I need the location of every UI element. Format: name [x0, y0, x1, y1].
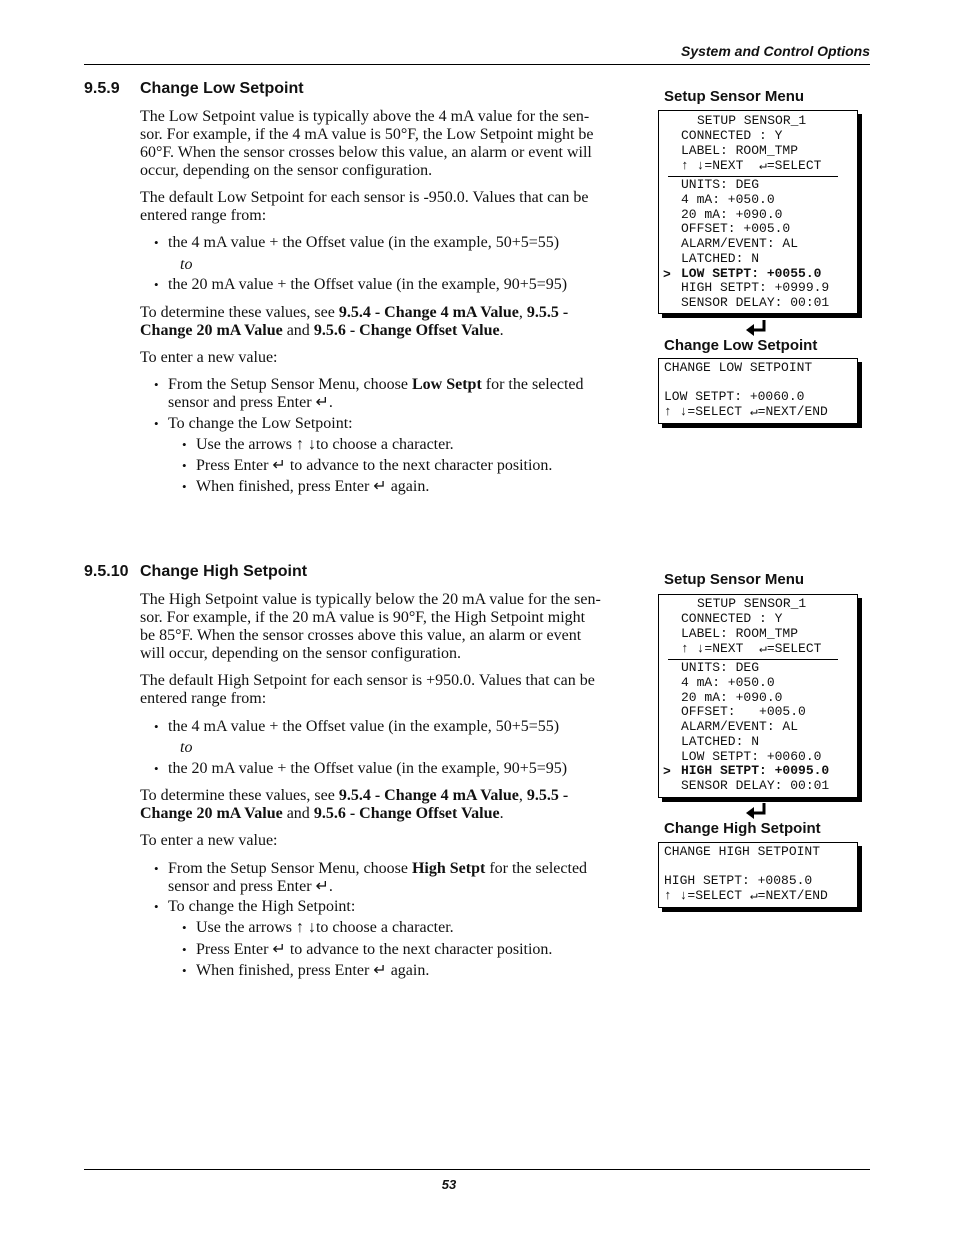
range-to-label: to [180, 256, 193, 273]
low-default-paragraph: The default Low Setpoint for each sensor is -950.0. Values that can be entered range from: [140, 189, 589, 224]
xref-link[interactable]: 9.5.4 - Change 4 mA Value [338, 787, 519, 804]
list-item: • the 4 mA value + the Offset value (in the example, 50+5=55) [154, 718, 560, 735]
footer-rule [84, 1169, 870, 1170]
figure-caption: Change Low Setpoint [664, 337, 818, 354]
list-item: • When finished, press Enter ↵ again. [182, 478, 430, 495]
lcd-change-low-setpoint: CHANGE LOW SETPOINT LOW SETPT: +0060.0 ↑ ↓=SELECT ↵=NEXT/END [658, 358, 858, 424]
list-item: • From the Setup Sensor Menu, choose High Setpt for the selected sensor and press Enter ↵. [154, 860, 588, 895]
section-heading-low-setpoint [84, 80, 304, 98]
range-to-label: to [180, 739, 193, 756]
list-item: • Use the arrows ↑ ↓to choose a character. [182, 919, 454, 936]
xref-link[interactable]: 9.5.6 - Change Offset Value [313, 322, 500, 339]
list-item: • From the Setup Sensor Menu, choose Low Setpt for the selected sensor and press Enter ↵. [154, 376, 584, 411]
section-title: Change Low Setpoint [140, 80, 304, 97]
xref-link[interactable]: 9.5.5 - [526, 304, 569, 321]
figure-caption: Change High Setpoint [664, 820, 821, 837]
list-item: • the 20 mA value + the Offset value (in the example, 90+5=95) [154, 276, 568, 293]
lcd-setup-sensor-menu: SETUP SENSOR_1 CONNECTED : Y LABEL: ROOM_TMP ↑ ↓=NEXT ↵=SELECT UNITS: DEG 4 mA: +050.0 20 mA: +090.0 OFFSET: +005.0 ALARM/EVENT: AL LATCHED: N LOW SETPT: +0060.0 > HIGH SETPT: +0095.0 SENSOR DELAY: 00:01 [658, 594, 858, 798]
high-enter-paragraph: To enter a new value: [140, 832, 278, 849]
list-item: • To change the Low Setpoint: [154, 415, 353, 432]
list-item: • the 4 mA value + the Offset value (in the example, 50+5=55) [154, 234, 560, 251]
running-header: System and Control Options [680, 43, 870, 59]
xref-link[interactable]: Change 20 mA Value [140, 322, 283, 339]
list-item: • Press Enter ↵ to advance to the next character position. [182, 941, 553, 958]
low-enter-paragraph: To enter a new value: [140, 349, 278, 366]
figure-caption: Setup Sensor Menu [664, 88, 805, 105]
list-item: • When finished, press Enter ↵ again. [182, 962, 430, 979]
section-heading-high-setpoint [84, 563, 307, 581]
low-intro-paragraph: The Low Setpoint value is typically above the 4 mA value for the sen- sor. For example, if the 4 mA value is 50°F, the Low Setpoint might be 60°F. When the sensor crosses below this value, an alarm or event will occur, depending on the sensor configuration. [140, 108, 594, 179]
lcd-cursor: > [663, 764, 671, 779]
page-number: 53 [441, 1177, 457, 1192]
high-default-paragraph: The default High Setpoint for each sensor is +950.0. Values that can be entered range from: [140, 672, 595, 707]
list-item: • Use the arrows ↑ ↓to choose a character. [182, 436, 454, 453]
lcd-change-high-setpoint: CHANGE HIGH SETPOINT HIGH SETPT: +0085.0 ↑ ↓=SELECT ↵=NEXT/END [658, 842, 858, 908]
xref-link[interactable]: 9.5.6 - Change Offset Value [313, 805, 500, 822]
high-intro-paragraph: The High Setpoint value is typically below the 20 mA value for the sen- sor. For example, if the 20 mA value is 90°F, the High Setpoint might be 85°F. When the sensor crosses above this value, an alarm or event will occur, depending on the sensor configuration. [140, 591, 601, 662]
list-item: • the 20 mA value + the Offset value (in the example, 90+5=95) [154, 760, 568, 777]
section-title: Change High Setpoint [140, 563, 308, 580]
section-number: 9.5.10 [84, 563, 129, 580]
section-number: 9.5.9 [84, 80, 120, 97]
figure-caption: Setup Sensor Menu [664, 571, 805, 588]
enter-arrow-icon [744, 801, 768, 821]
high-determine-paragraph: To determine these values, see 9.5.4 - Change 4 mA Value, 9.5.5 - Change 20 mA Value and 9.5.6 - Change Offset Value. [140, 787, 569, 822]
enter-arrow-icon [744, 318, 768, 338]
lcd-cursor: > [663, 267, 671, 282]
list-item: • Press Enter ↵ to advance to the next character position. [182, 457, 553, 474]
xref-link[interactable]: 9.5.4 - Change 4 mA Value [338, 304, 519, 321]
header-rule [84, 64, 870, 65]
lcd-setup-sensor-menu: SETUP SENSOR_1 CONNECTED : Y LABEL: ROOM_TMP ↑ ↓=NEXT ↵=SELECT UNITS: DEG 4 mA: +050.0 20 mA: +090.0 OFFSET: +005.0 ALARM/EVENT: AL LATCHED: N > LOW SETPT: +0055.0 HIGH SETPT: +0999.9 SENSOR DELAY: 00:01 [658, 110, 858, 314]
xref-link[interactable]: 9.5.5 - [526, 787, 569, 804]
low-determine-paragraph: To determine these values, see 9.5.4 - Change 4 mA Value, 9.5.5 - Change 20 mA Value and 9.5.6 - Change Offset Value. [140, 304, 569, 339]
list-item: • To change the High Setpoint: [154, 898, 356, 915]
xref-link[interactable]: Change 20 mA Value [140, 805, 283, 822]
